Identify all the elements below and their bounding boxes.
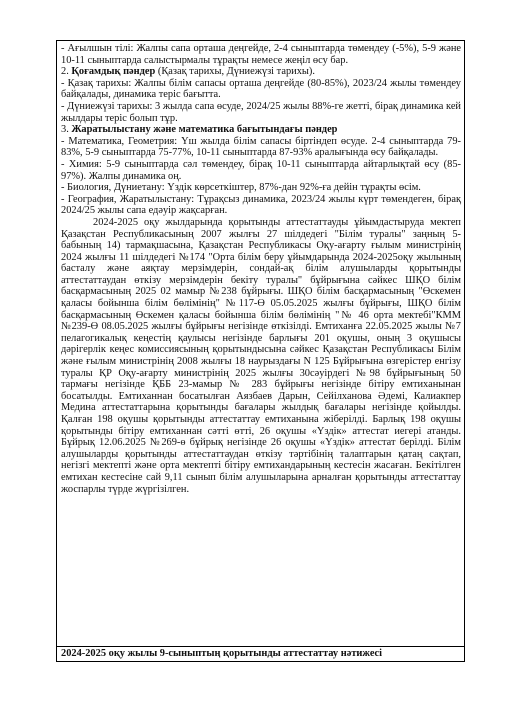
section-2-title: Қоғамдық пәндер: [71, 66, 156, 78]
chemistry-line: - Химия: 5-9 сыныптарда сәл төмендеу, бірақ 10-11 сыныптарда айтарлықтай өсу (85-97%). Жалпы динамика оң.: [61, 158, 461, 182]
cell-content: [57, 41, 464, 495]
section-3-number: 3.: [61, 124, 72, 136]
world-history-line: - Дүниежүзі тарихы: 3 жылда сапа өсуде, 2024/25 жылы 88%-ге жетті, бірақ динамика кей жылдары теріс болып тұр.: [61, 100, 461, 124]
english-line: - Ағылшын тілі: Жалпы сапа орташа деңгейде, 2-4 сыныптарда төмендеу (-5%), 5-9 және 10-11 сыныптарда салыстырмалы тұрақты немесе жеңіл өсу бар.: [61, 43, 461, 66]
document-table-cell: [56, 40, 465, 662]
section-2-subtitle: (Қазақ тарихы, Дүниежүзі тарихы).: [155, 66, 315, 78]
geography-line: - География, Жаратылыстану: Тұрақсыз динамика, 2023/24 жылы күрт төмендеген, бірақ 2024/25 жылы сапа едәуір жақсарған.: [61, 193, 461, 217]
section-2-number: 2.: [61, 66, 72, 78]
main-paragraph: 2024-2025 оқу жылдарында қорытынды аттестаттауды ұйымдастыруда мектеп Қазақстан Республикасының 2007 жылғы 27 шілдедегі "Білім туралы" заңның 5- бабының 14) тармақшасына, Қазақстан Республикасы Оқу-ағарту ғылым министрінің 2024 жылғы 11 шілдедегі №174 "Орта білім беру ұйымдарында 2024-2025оқу жылының басталу және аяқтау мерзімдерін, сондай-ақ білім алушыларды қорытынды аттестаттаудан өткізу мерзімдерін бекіту туралы" бұйрығына сәйкес ШҚО білім басқармасының 2025 02 мамыр №238 бұйрығы. ШҚО білім басқармасының "Өскемен қаласы бойынша білім бөлімінің" №117-Ө 05.05.2025 жылғы бұйрығы, ШҚО білім басқармасының Өскемен қаласы бойынша білім бөлімінің "№ 46 орта мектебі"КММ №239-Ө 08.05.2025 жылғы бұйрығы негізінде өткізілді. Емтиханға 22.05.2025 жылы №7 пелагогикалық кеңестің қаулысы негізінде барлығы 201 оқушы, оның 3 оқушысы дәрігерлік кеңес комиссиясының қорытындысына сәйкес Қазақстан Республикасы Білім және ғылым министрінің 2008 жылғы 18 наурыздағы N 125 Бұйрығына өзгерістер енгізу туралы ҚР Оқу-ағарту министрінің 2025 жылғы 30сәуірдегі №98 бұйрығының 50 тармағы негізінде ҚББ 23-мамыр № 283 бұйрығы негізінде бітіру емтиханынан босатылды. Емтиханнан босатылған Аязбаев Дарын, Сейілханова Әдемі, Калиакпер Медина аттестаттарына қорытынды бағалары жылдық бағалары негізінде қойылды. Қалған 198 оқушы қорытынды аттестаттау емтиханына жіберілді. Барлық 198 оқушы қорытынды бітіру емтиханнан сәтті өтті, 26 оқушы «Үздік» аттестат иегері атанды. Бұйрық 12.06.2025 №269-ө бұйрық негізінде 26 оқушы «Үздік» аттестат берілді. Білім алушыларды қорытынды аттестаттаудан өткізу тәртібінің талаптарын қатаң сақтап, негізгі мектепті және орта мектепті бітіру емтихандарының кестесін жасаған. Бекітілген емтихан кестесіне сай 9,11 сынып білім алушыларына арналған қорытынды аттестаттау жоспарлы түрде жүргізілген.: [61, 216, 461, 495]
section-3-title: Жаратылыстану және математика бағытындағы пәндер: [71, 124, 338, 136]
section-3-heading: [61, 124, 461, 136]
section-2-heading: [61, 66, 461, 78]
math-line: - Математика, Геометрия: Үш жылда білім сапасы біртіндеп өсуде. 2-4 сыныптарда 79-83%, 5-9 сыныптарда 75-77%, 10-11 сыныптарда 87-93% аралығында өсу байқалады.: [61, 135, 461, 159]
kazakh-history-line: - Қазақ тарихы: Жалпы білім сапасы орташа деңгейде (80-85%), 2023/24 жылы төмендеу байқалады, динамика теріс бағытта.: [61, 77, 461, 101]
biology-line: - Биология, Дүниетану: Үздік көрсеткіштер, 87%-дан 92%-ға дейін тұрақты өсім.: [61, 182, 421, 194]
next-section-heading: 2024-2025 оқу жылы 9-сыныптың қорытынды аттестаттау нәтижесі: [57, 646, 464, 661]
